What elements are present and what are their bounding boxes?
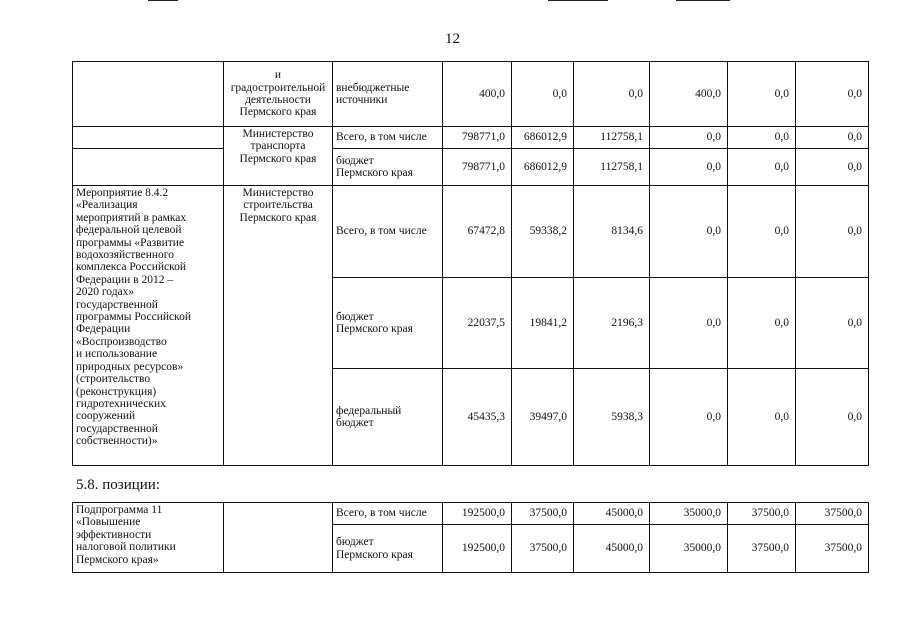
value-cell: 5938,3 [574, 369, 650, 466]
table-row [73, 127, 869, 149]
value-cell: 35000,0 [650, 503, 728, 525]
value-cell: 37500,0 [728, 503, 796, 525]
activity-cell: Мероприятие 8.4.2 «Реализация мероприятий в рамках федеральной целевой программы «Развитие водохозяйственного комплекса Российской Федерации в 2012 – 2020 годах» государственной программы Российской Федерации «Воспроизводство и использование природных ресурсов» (строительство (реконструкция) гидротехнических сооружений государственной собственности)» [73, 186, 224, 466]
table-row [73, 62, 869, 127]
executor-cell [224, 503, 333, 573]
value-cell: 0,0 [728, 127, 796, 149]
value-cell: 686012,9 [512, 127, 574, 149]
value-cell: 400,0 [650, 62, 728, 127]
source-cell: Всего, в том числе [333, 186, 443, 278]
value-cell: 0,0 [650, 369, 728, 466]
value-cell: 0,0 [796, 278, 869, 369]
value-cell: 45000,0 [574, 525, 650, 573]
scan-artifact-line [548, 0, 608, 1]
value-cell: 0,0 [796, 62, 869, 127]
source-cell: бюджет Пермского края [333, 525, 443, 573]
value-cell: 0,0 [728, 149, 796, 186]
value-cell: 798771,0 [443, 149, 512, 186]
value-cell: 37500,0 [512, 525, 574, 573]
value-cell: 37500,0 [512, 503, 574, 525]
value-cell: 59338,2 [512, 186, 574, 278]
source-cell: бюджет Пермского края [333, 149, 443, 186]
value-cell: 0,0 [650, 149, 728, 186]
source-cell: внебюджетные источники [333, 62, 443, 127]
value-cell: 0,0 [512, 62, 574, 127]
value-cell: 67472,8 [443, 186, 512, 278]
table-row [73, 149, 869, 186]
value-cell: 39497,0 [512, 369, 574, 466]
value-cell: 19841,2 [512, 278, 574, 369]
scan-artifact-line [148, 0, 178, 1]
value-cell: 37500,0 [796, 503, 869, 525]
value-cell: 35000,0 [650, 525, 728, 573]
source-cell: федеральный бюджет [333, 369, 443, 466]
page-number: 12 [445, 31, 460, 47]
value-cell: 112758,1 [574, 127, 650, 149]
value-cell: 22037,5 [443, 278, 512, 369]
source-cell: бюджет Пермского края [333, 278, 443, 369]
activity-cell [73, 62, 224, 127]
value-cell: 8134,6 [574, 186, 650, 278]
table-row [73, 503, 869, 525]
value-cell: 45000,0 [574, 503, 650, 525]
source-cell: Всего, в том числе [333, 503, 443, 525]
value-cell: 798771,0 [443, 127, 512, 149]
program-cell: Подпрограмма 11 «Повышение эффективности налоговой политики Пермского края» [73, 503, 224, 573]
value-cell: 686012,9 [512, 149, 574, 186]
value-cell: 0,0 [728, 369, 796, 466]
value-cell: 192500,0 [443, 503, 512, 525]
executor-cell: и градостроительной деятельности Пермского края [224, 62, 333, 127]
value-cell: 0,0 [796, 186, 869, 278]
value-cell: 0,0 [574, 62, 650, 127]
value-cell: 192500,0 [443, 525, 512, 573]
activity-cell [73, 127, 224, 149]
value-cell: 0,0 [796, 127, 869, 149]
table-row [73, 186, 869, 278]
value-cell: 0,0 [650, 186, 728, 278]
value-cell: 37500,0 [796, 525, 869, 573]
value-cell: 0,0 [728, 186, 796, 278]
source-cell: Всего, в том числе [333, 127, 443, 149]
section-heading: 5.8. позиции: [76, 477, 160, 493]
value-cell: 37500,0 [728, 525, 796, 573]
value-cell: 400,0 [443, 62, 512, 127]
executor-cell: Министерство транспорта Пермского края [224, 127, 333, 186]
executor-cell: Министерство строительства Пермского края [224, 186, 333, 466]
value-cell: 0,0 [728, 62, 796, 127]
value-cell: 2196,3 [574, 278, 650, 369]
value-cell: 0,0 [650, 127, 728, 149]
value-cell: 0,0 [796, 149, 869, 186]
value-cell: 0,0 [728, 278, 796, 369]
value-cell: 112758,1 [574, 149, 650, 186]
funding-table [72, 61, 869, 466]
value-cell: 0,0 [796, 369, 869, 466]
activity-cell [73, 149, 224, 186]
value-cell: 0,0 [650, 278, 728, 369]
scan-artifact-line [676, 0, 730, 1]
value-cell: 45435,3 [443, 369, 512, 466]
subprogram-table [72, 502, 869, 573]
